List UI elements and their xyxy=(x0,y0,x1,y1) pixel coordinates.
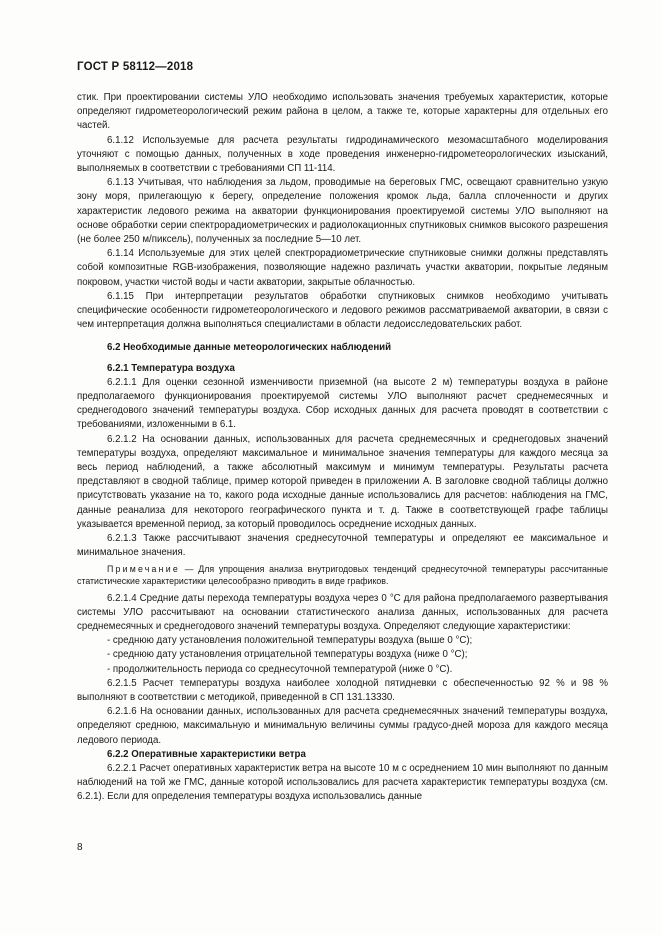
paragraph-6-2-2-1: 6.2.2.1 Расчет оперативных характеристик ветра на высоте 10 м с осреднением 10 мин выполняют по данным наблюдений на той же ГМС, данные которой использовались для расчета характеристик температуры воздуха (см. 6.2.1). Если для определения температуры воздуха использовались данные xyxy=(77,762,608,803)
paragraph-continuation: стик. При проектировании системы УЛО необходимо использовать значения требуемых характеристик, которые определяют гидрометеорологический режим района в целом, а также те, которые характерны для отдельных его частей. xyxy=(77,92,608,132)
paragraph-6-2-1-5: 6.2.1.5 Расчет температуры воздуха наиболее холодной пятидневки с обеспеченностью 92 % и 98 % выполняют в соответствии с методикой, приведенной в СП 131.13330. xyxy=(77,677,608,703)
note xyxy=(77,563,608,588)
paragraph-6-1-14: 6.1.14 Используемые для этих целей спектрорадиометрические спутниковые снимки должны представлять собой композитные RGB-изображения, позволяющие надежно различать участки акватории, покрытые ледяным покровом, участки чистой воды и части акватории, закрытые облачностью. xyxy=(77,248,608,288)
paragraph-6-1-15: 6.1.15 При интерпретации результатов обработки спутниковых снимков необходимо учитывать специфические особенности гидрометеорологического и ледового режимов рассматриваемой акватории, в связи с чем интерпретация должна выполняться специалистами в области ледоисследовательских работ. xyxy=(77,290,608,331)
subsection-heading-6-2-2: 6.2.2 Оперативные характеристики ветра xyxy=(107,748,306,760)
note-text: — Для упрощения анализа внутригодовых тенденций среднесуточной температуры рассчитанные статистические характеристики целесообразно приводить в виде графиков. xyxy=(77,563,608,586)
list-item: - среднюю дату установления положительной температуры воздуха (выше 0 °С); xyxy=(107,635,473,647)
section-heading-6-2: 6.2 Необходимые данные метеорологических наблюдений xyxy=(107,342,392,354)
paragraph-6-2-1-6: 6.2.1.6 На основании данных, использованных для расчета среднемесячных значений температуры воздуха, определяют среднюю, максимальную и минимальную величины суммы градусо-дней мороза для каждого месяца ледового периода. xyxy=(77,706,608,746)
paragraph-6-2-1-1: 6.2.1.1 Для оценки сезонной изменчивости приземной (на высоте 2 м) температуры воздуха в районе предполагаемого функционирования проектируемой системы УЛО выполняют расчет среднемесячных и среднегодового значений температуры воздуха. Сбор исходных данных для расчета проводят в соответствии с требованиями, изложенными в 6.1. xyxy=(77,376,608,431)
list-item: - среднюю дату установления отрицательной температуры воздуха (ниже 0 °С); xyxy=(107,649,468,661)
subsection-heading-6-2-1: 6.2.1 Температура воздуха xyxy=(107,362,235,374)
note-label: Примечание xyxy=(107,563,180,574)
paragraph-6-2-1-2: 6.2.1.2 На основании данных, использованных для расчета среднемесячных и среднегодовых значений температуры воздуха, определяют максимальное и минимальное значения температуры для каждого месяца за весь период наблюдений, а также абсолютный максимум и минимум температуры. Результаты расчета представляют в сводной таблице, пример которой приведен в приложении А. В заголовке сводной таблицы должно присутствовать указание на то, какого рода исходные данные использовались для расчетов: наблюдения на ГМС, данные реанализа для некоторого географического пункта и т. д. Также в соответствующей графе таблицы указывается временной период, за который проводилось осреднение исходных данных. xyxy=(77,433,608,530)
paragraph-6-1-13: 6.1.13 Учитывая, что наблюдения за льдом, проводимые на береговых ГМС, освещают сравнительно узкую зону моря, прилегающую к берегу, определение положения кромок льда, балла сплоченности и других характеристик ледового режима на акватории функционирования проектируемой системы УЛО выполняют на основе обработки серии спектрорадиометрических и радиолокационных спутниковых снимков высокого разрешения (не более 250 м/пиксель), полученных за последние 5—10 лет. xyxy=(77,177,608,246)
paragraph-6-1-12: 6.1.12 Используемые для расчета результаты гидродинамического мезомасштабного моделирования уточняют с помощью данных, полученных в ходе проведения инженерно-гидрометеорологических изысканий, выполняемых в соответствии с требованиями СП 11-114. xyxy=(77,134,608,175)
document-body xyxy=(77,91,608,805)
standard-header: ГОСТ Р 58112—2018 xyxy=(77,61,194,73)
list-item: - продолжительность периода со среднесуточной температурой (ниже 0 °С). xyxy=(107,663,453,675)
paragraph-6-2-1-3: 6.2.1.3 Также рассчитывают значения среднесуточной температуры и определяют ее максимальное и минимальное значения. xyxy=(77,533,608,559)
page-number: 8 xyxy=(77,842,83,853)
paragraph-6-2-1-4: 6.2.1.4 Средние даты перехода температуры воздуха через 0 °С для района предполагаемого развертывания системы УЛО рассчитывают на основании статистического анализа данных, использованных для расчета среднемесячных и среднегодового значений температуры воздуха. Определяют следующие характеристики: xyxy=(77,592,608,632)
